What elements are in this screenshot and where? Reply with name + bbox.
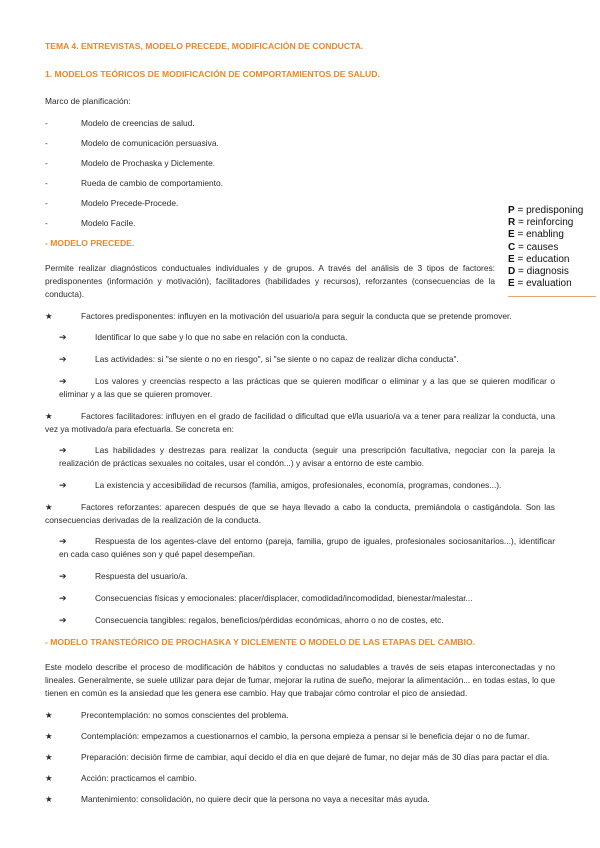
star-item: ★ Preparación: decisión firme de cambiar, aquí decido el día en que dejaré de fumar, no dejar más de 30 días para pactar el día. bbox=[45, 752, 550, 762]
subsection-heading: - MODELO TRANSTEÓRICO DE PROCHASKA Y DICLEMENTE O MODELO DE LAS ETAPAS DEL CAMBIO. bbox=[45, 637, 476, 647]
precede-acronym-box bbox=[508, 205, 596, 297]
star-item: ★ Mantenimiento: consolidación, no quiere decir que la persona no vaya a necesitar más ayuda. bbox=[45, 794, 430, 804]
star-item: ★ Factores reforzantes: aparecen después de que se haya llevado a cabo la conducta, premiándola o castigándola. Son las consecuencias derivadas de la realización de la conducta. bbox=[45, 502, 555, 525]
paragraph: Este modelo describe el proceso de modificación de hábitos y conductas no saludables a través de seis etapas interconectadas y no lineales. Generalmente, se suele utilizar para dejar de fumar, mejorar la rutina de sueño, mejorar la alimentación... en todas estas, lo que tienen en común es la ansiedad que les genera ese cambio. Hay que trabajar cómo controlar el pico de ansiedad. bbox=[45, 662, 555, 698]
arrow-marker: ➔ bbox=[59, 536, 67, 546]
arrow-item: ➔ Respuesta del usuario/a. bbox=[59, 571, 188, 581]
list-item: - Modelo Precede-Procede. bbox=[45, 198, 179, 208]
arrow-item: ➔ Consecuencia tangibles: regalos, beneficios/pérdidas económicas, ahorro o no de costes, etc. bbox=[59, 615, 444, 625]
models-list bbox=[45, 117, 555, 230]
star-item: ★ Acción: practicamos el cambio. bbox=[45, 773, 197, 783]
star-marker: ★ bbox=[45, 752, 53, 762]
document-title: TEMA 4. ENTREVISTAS, MODELO PRECEDE, MODIFICACIÓN DE CONDUCTA. bbox=[45, 41, 364, 51]
arrow-marker: ➔ bbox=[59, 354, 67, 364]
star-item: ★ Factores predisponentes: influyen en la motivación del usuario/a para seguir la conducta que se pretende promover. bbox=[45, 311, 512, 321]
dash-marker: - bbox=[45, 118, 48, 128]
planning-intro: Marco de planificación: bbox=[45, 96, 131, 106]
star-item: ★ Factores facilitadores: influyen en el grado de facilidad o dificultad que el/la usuario/a va a tener para realizar la conducta, una vez ya motivado/a para efectuarla. Se concreta en: bbox=[45, 411, 555, 434]
list-item: - Modelo de creencias de salud. bbox=[45, 118, 195, 128]
acronym-row: R = reinforcing bbox=[508, 217, 574, 229]
star-item: ★ Precontemplación: no somos conscientes del problema. bbox=[45, 710, 289, 720]
list-item: - Rueda de cambio de comportamiento. bbox=[45, 178, 223, 188]
subsection-heading: - MODELO PRECEDE. bbox=[45, 238, 135, 248]
arrow-marker: ➔ bbox=[59, 376, 67, 386]
star-item: ★ Contemplación: empezamos a cuestionarnos el cambio, la persona empieza a pensar si le beneficia dejar o no de fumar. bbox=[45, 731, 530, 741]
arrow-marker: ➔ bbox=[59, 615, 67, 625]
dash-marker: - bbox=[45, 218, 48, 228]
section-heading: 1. MODELOS TEÓRICOS DE MODIFICACIÓN DE COMPORTAMIENTOS DE SALUD. bbox=[45, 69, 380, 79]
arrow-marker: ➔ bbox=[59, 571, 67, 581]
paragraph: Permite realizar diagnósticos conductuales individuales y de grupos. A través del análisis de 3 tipos de factores: predisponentes (información y motivación), facilitadores (habilidades y recursos), reforzantes (consecuencias de la conducta). bbox=[45, 263, 495, 299]
list-item: - Modelo Facile. bbox=[45, 218, 136, 228]
arrow-marker: ➔ bbox=[59, 332, 67, 342]
arrow-item: ➔ La existencia y accesibilidad de recursos (familia, amigos, profesionales, economía, programas, condones...). bbox=[59, 480, 502, 490]
dash-marker: - bbox=[45, 198, 48, 208]
dash-marker: - bbox=[45, 138, 48, 148]
star-marker: ★ bbox=[45, 731, 53, 741]
star-marker: ★ bbox=[45, 794, 53, 804]
acronym-row: E = enabling bbox=[508, 229, 564, 241]
list-item: - Modelo de Prochaska y Diclemente. bbox=[45, 158, 216, 168]
star-marker: ★ bbox=[45, 502, 53, 512]
list-item: - Modelo de comunicación persuasiva. bbox=[45, 138, 219, 148]
star-marker: ★ bbox=[45, 411, 53, 421]
arrow-marker: ➔ bbox=[59, 593, 67, 603]
acronym-row: P = predisponing bbox=[508, 205, 584, 216]
star-marker: ★ bbox=[45, 311, 53, 321]
document-page bbox=[45, 40, 555, 814]
acronym-row: C = causes bbox=[508, 241, 559, 253]
acronym-row: E = evaluation bbox=[508, 278, 572, 290]
arrow-item: ➔ Los valores y creencias respecto a las prácticas que se quieren modificar o eliminar y a las que se quieren modificar o eliminar y a las que se quieren promover. bbox=[59, 376, 555, 399]
star-marker: ★ bbox=[45, 773, 53, 783]
arrow-item: ➔ Las habilidades y destrezas para realizar la conducta (seguir una prescripción facultativa, negociar con la pareja la realización de prácticas sexuales no coitales, usar el condón...) y avisar a entorno de este cambio. bbox=[59, 445, 555, 468]
arrow-marker: ➔ bbox=[59, 480, 67, 490]
divider bbox=[508, 296, 596, 297]
acronym-row: E = education bbox=[508, 253, 570, 265]
dash-marker: - bbox=[45, 158, 48, 168]
arrow-item: ➔ Respuesta de los agentes-clave del entorno (pareja, familia, grupo de iguales, profesionales sociosanitarios...), identificar en cada caso quiénes son y qué papel desempeñan. bbox=[59, 536, 555, 559]
dash-marker: - bbox=[45, 178, 48, 188]
arrow-marker: ➔ bbox=[59, 445, 67, 455]
star-marker: ★ bbox=[45, 710, 53, 720]
arrow-item: ➔ Consecuencias físicas y emocionales: placer/displacer, comodidad/incomodidad, bienestar/malestar... bbox=[59, 593, 473, 603]
arrow-item: ➔ Las actividades: si "se siente o no en riesgo", si "se siente o no capaz de realizar dicha conducta". bbox=[59, 354, 459, 364]
acronym-row: D = diagnosis bbox=[508, 266, 569, 278]
arrow-item: ➔ Identificar lo que sabe y lo que no sabe en relación con la conducta. bbox=[59, 332, 348, 342]
